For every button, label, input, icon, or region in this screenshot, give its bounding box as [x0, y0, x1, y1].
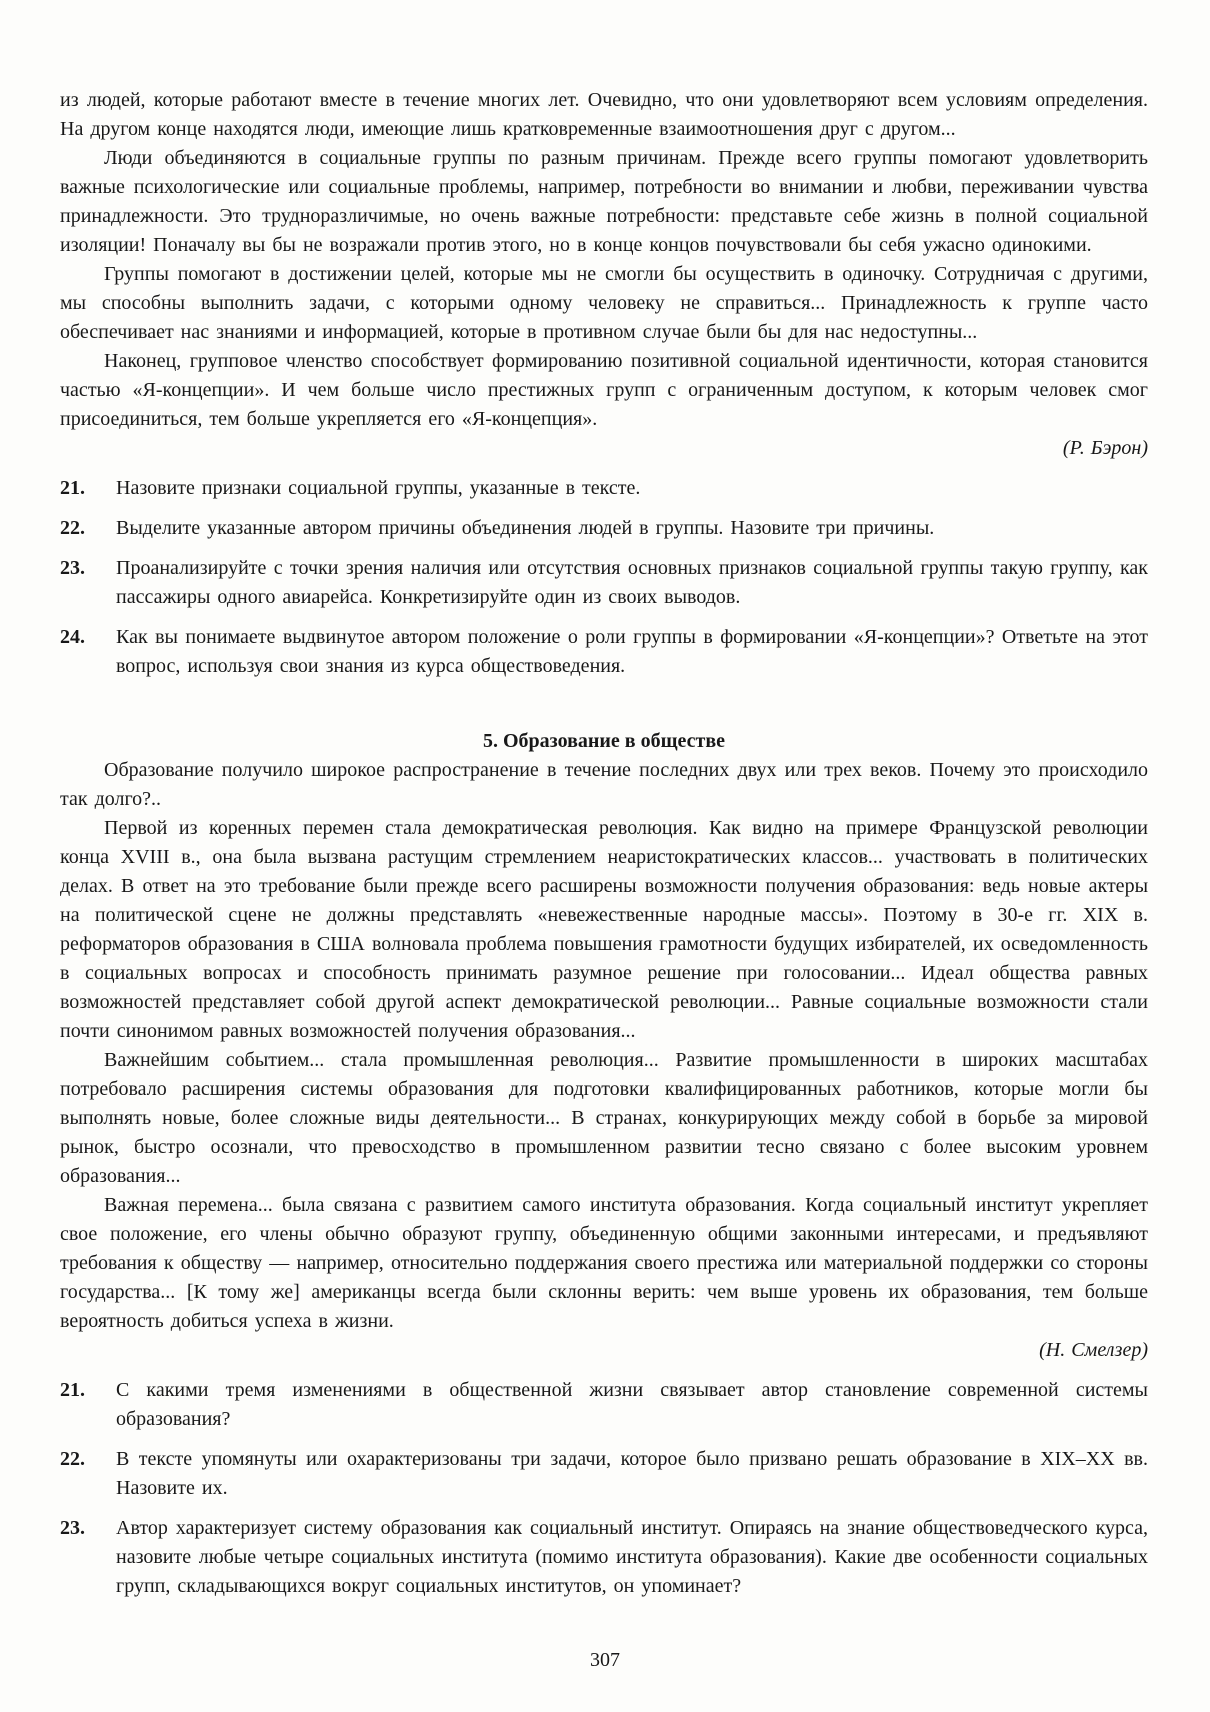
- question-number: 24.: [60, 626, 85, 648]
- question-text: Назовите признаки социальной группы, указанные в тексте.: [116, 477, 641, 499]
- question-item: [60, 474, 1148, 503]
- question-text: Проанализируйте с точки зрения наличия или отсутствия основных признаков социальной группы такую группу, как пассажиры одного авиарейса. Конкретизируйте один из своих выводов.: [116, 557, 1148, 608]
- author-attribution: (Р. Бэрон): [1062, 437, 1148, 459]
- question-number: 21.: [60, 477, 85, 499]
- question-text: С какими тремя изменениями в общественной жизни связывает автор становление современной системы образования?: [116, 1379, 1148, 1430]
- reading-text-smelser: [60, 756, 1148, 1365]
- paragraph: Важнейшим событием... стала промышленная революция... Развитие промышленности в широких масштабах потребовало расширения системы образования для подготовки квалифицированных работников, которые могли бы выполнять новые, более сложные виды деятельности... В странах, конкурирующих между собой в борьбе за мировой рынок, быстро осознали, что превосходство в промышленном развитии тесно связано с более высоким уровнем образования...: [60, 1049, 1148, 1187]
- question-number: 22.: [60, 1448, 85, 1470]
- question-item: [60, 514, 1148, 543]
- question-item: [60, 554, 1148, 612]
- paragraph: Группы помогают в достижении целей, которые мы не смогли бы осуществить в одиночку. Сотрудничая с другими, мы способны выполнить задачи, с которыми одному человеку не справиться... Принадлежность к группе часто обеспечивает нас знаниями и информацией, которые в противном случае были бы для нас недоступны...: [60, 263, 1148, 343]
- question-text: В тексте упомянуты или охарактеризованы три задачи, которое было призвано решать образование в XIX–XX вв. Назовите их.: [116, 1448, 1148, 1499]
- section-heading: 5. Образование в обществе: [482, 730, 725, 752]
- question-item: [60, 623, 1148, 681]
- question-number: 21.: [60, 1379, 85, 1401]
- question-text: Выделите указанные автором причины объединения людей в группы. Назовите три причины.: [116, 517, 935, 539]
- page-number: 307: [590, 1649, 620, 1671]
- question-text: Автор характеризует систему образования как социальный институт. Опираясь на знание обществоведческого курса, назовите любые четыре социальных института (помимо института образования). Какие две особенности социальных групп, складывающихся вокруг социальных институтов, он упоминает?: [116, 1517, 1148, 1597]
- questions-block-smelser: [60, 1376, 1148, 1601]
- paragraph: Первой из коренных перемен стала демократическая революция. Как видно на примере Французской революции конца XVIII в., она была вызвана растущим стремлением неаристократических классов... участвовать в политических делах. В ответ на это требование были прежде всего расширены возможности получения образования: ведь новые актеры на политической сцене не должны представлять «невежественные народные массы». Поэтому в 30-е гг. XIX в. реформаторов образования в США волновала проблема повышения грамотности будущих избирателей, их осведомленность в социальных вопросах и способность принимать разумное решение при голосовании... Идеал общества равных возможностей представляет собой другой аспект демократической революции... Равные социальные возможности стали почти синонимом равных возможностей получения образования...: [60, 817, 1148, 1042]
- question-item: [60, 1514, 1148, 1601]
- paragraph: Наконец, групповое членство способствует формированию позитивной социальной идентичности, которая становится частью «Я-концепции». И чем больше число престижных групп с ограниченным доступом, к которым человек смог присоединиться, тем больше укрепляется его «Я-концепция».: [60, 350, 1148, 430]
- paragraph: Образование получило широкое распространение в течение последних двух или трех веков. Почему это происходило так долго?..: [60, 759, 1148, 810]
- questions-block-baron: [60, 474, 1148, 681]
- question-item: [60, 1376, 1148, 1434]
- author-attribution: (Н. Смелзер): [1039, 1339, 1148, 1361]
- question-number: 22.: [60, 517, 85, 539]
- question-number: 23.: [60, 1517, 85, 1539]
- question-number: 23.: [60, 557, 85, 579]
- paragraph: Важная перемена... была связана с развитием самого института образования. Когда социальный институт укрепляет свое положение, его члены обычно образуют группу, объединенную общими законными интересами, и предъявляют требования к обществу — например, относительно поддержания своего престижа или материальной поддержки со стороны государства... [К тому же] американцы всегда были склонны верить: чем выше уровень их образования, тем больше вероятность добиться успеха в жизни.: [60, 1194, 1148, 1332]
- paragraph: из людей, которые работают вместе в течение многих лет. Очевидно, что они удовлетворяют всем условиям определения. На другом конце находятся люди, имеющие лишь кратковременные взаимоотношения друг с другом...: [60, 89, 1148, 140]
- reading-text-baron: [60, 86, 1148, 463]
- question-text: Как вы понимаете выдвинутое автором положение о роли группы в формировании «Я-концепции»? Ответьте на этот вопрос, используя свои знания из курса обществоведения.: [116, 626, 1148, 677]
- question-item: [60, 1445, 1148, 1503]
- paragraph: Люди объединяются в социальные группы по разным причинам. Прежде всего группы помогают удовлетворить важные психологические или социальные проблемы, например, потребности во внимании и любви, переживании чувства принадлежности. Это трудноразличимые, но очень важные потребности: представьте себе жизнь в полной социальной изоляции! Поначалу вы бы не возражали против этого, но в конце концов почувствовали бы себя ужасно одинокими.: [60, 147, 1148, 256]
